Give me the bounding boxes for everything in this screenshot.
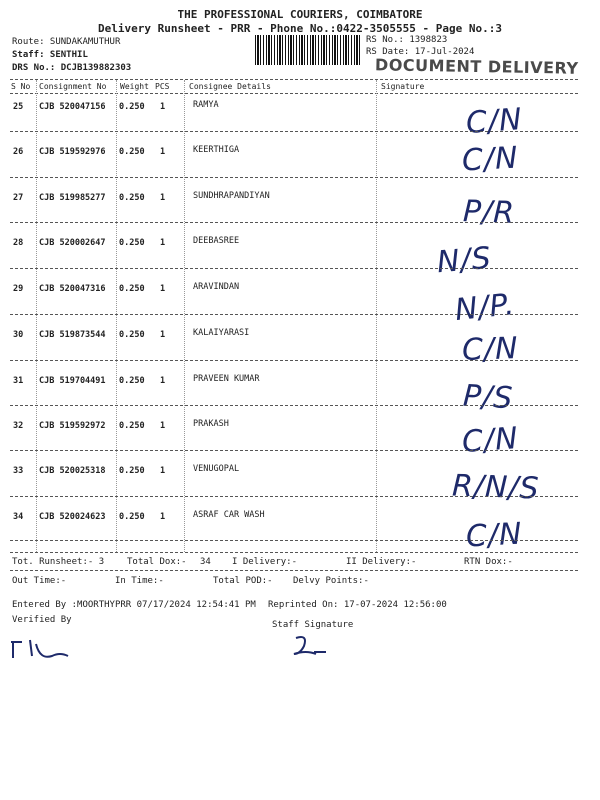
out-time: Out Time:- (12, 576, 67, 586)
row-consignee: RAMYA (193, 100, 219, 110)
row-pcs: 1 (160, 421, 166, 431)
total-dox-value: 34 (200, 557, 211, 567)
row-consignment-no: CJB 520002647 (39, 238, 106, 248)
verified-by: Verified By (12, 615, 72, 625)
row-sno: 29 (13, 284, 24, 294)
row-signature: C/N (461, 331, 520, 368)
row-consignee: PRAKASH (193, 419, 229, 429)
row-pcs: 1 (160, 238, 166, 248)
staff-signature-icon (286, 634, 336, 660)
row-consignment-no: CJB 520047316 (39, 284, 106, 294)
row-sno: 25 (13, 102, 24, 112)
rs-number: RS No.: 1398823 (366, 35, 448, 45)
row-weight: 0.250 (119, 238, 145, 248)
document-delivery-stamp: DOCUMENT DELIVERY (374, 55, 579, 78)
rs-date: RS Date: 17-Jul-2024 (366, 47, 475, 57)
row-sno: 31 (13, 376, 24, 386)
row-consignee: DEEBASREE (193, 236, 240, 246)
row-signature: C/N (460, 421, 520, 460)
rtn-dox: RTN Dox:- (464, 557, 513, 567)
staff-label: Staff: SENTHIL (12, 50, 88, 60)
col-signature-header: Signature (381, 82, 425, 91)
row-weight: 0.250 (119, 512, 145, 522)
row-weight: 0.250 (119, 466, 145, 476)
row-sno: 34 (13, 512, 24, 522)
row-weight: 0.250 (119, 284, 145, 294)
row-consignee: KEERTHIGA (193, 145, 240, 155)
verifier-signature-icon (10, 636, 70, 662)
row-pcs: 1 (160, 284, 166, 294)
row-pcs: 1 (160, 512, 166, 522)
row-consignee: PRAVEEN KUMAR (193, 374, 260, 384)
row-signature: P/R (462, 194, 516, 231)
row-signature: C/N (464, 102, 524, 141)
tot-runsheet: Tot. Runsheet:- 3 (12, 557, 105, 567)
row-consignment-no: CJB 519873544 (39, 330, 106, 340)
runsheet-subtitle: Delivery Runsheet - PRR - Phone No.:0422-3505555 - Page No.:3 (98, 22, 502, 35)
row-consignment-no: CJB 520025318 (39, 466, 106, 476)
row-signature: C/N (465, 516, 524, 555)
row-consignment-no: CJB 520047156 (39, 102, 106, 112)
row-pcs: 1 (160, 147, 166, 157)
row-sno: 28 (13, 238, 24, 248)
row-sno: 33 (13, 466, 24, 476)
row-consignee: ASRAF CAR WASH (193, 510, 265, 520)
col-weight-header: Weight (120, 82, 149, 91)
row-consignee: ARAVINDAN (193, 282, 240, 292)
row-weight: 0.250 (119, 376, 145, 386)
row-consignee: SUNDHRAPANDIYAN (193, 191, 270, 201)
row-signature: P/S (462, 378, 515, 417)
row-consignment-no: CJB 519592972 (39, 421, 106, 431)
staff-signature-label: Staff Signature (272, 620, 354, 630)
row-sno: 30 (13, 330, 24, 340)
row-pcs: 1 (160, 330, 166, 340)
delvy-points: Delvy Points:- (293, 576, 369, 586)
route-label: Route: SUNDAKAMUTHUR (12, 37, 121, 47)
row-weight: 0.250 (119, 193, 145, 203)
drs-number: DRS No.: DCJB139882303 (12, 63, 132, 73)
col-consignee-header: Consignee Details (189, 82, 271, 91)
row-pcs: 1 (160, 376, 166, 386)
row-pcs: 1 (160, 466, 166, 476)
total-pod: Total POD:- (213, 576, 273, 586)
row-consignment-no: CJB 519704491 (39, 376, 106, 386)
row-weight: 0.250 (119, 102, 145, 112)
row-signature: R/N/S (451, 468, 541, 507)
row-sno: 26 (13, 147, 24, 157)
row-weight: 0.250 (119, 330, 145, 340)
entered-by: Entered By :MOORTHYPRR 07/17/2024 12:54:41 PM (12, 600, 256, 610)
col-pcs-header: PCS (155, 82, 170, 91)
barcode-icon (255, 35, 360, 65)
row-consignment-no: CJB 520024623 (39, 512, 106, 522)
row-signature: N/P. (453, 286, 517, 329)
row-signature: C/N (461, 140, 520, 179)
company-title: THE PROFESSIONAL COURIERS, COIMBATORE (177, 8, 423, 21)
in-time: In Time:- (115, 576, 164, 586)
col-consignment-header: Consignment No (39, 82, 107, 91)
row-weight: 0.250 (119, 421, 145, 431)
reprinted-on: Reprinted On: 17-07-2024 12:56:00 (268, 600, 447, 610)
row-pcs: 1 (160, 193, 166, 203)
col-sno-header: S No (11, 82, 31, 91)
row-pcs: 1 (160, 102, 166, 112)
ii-delivery: II Delivery:- (346, 557, 417, 567)
row-consignment-no: CJB 519985277 (39, 193, 106, 203)
row-sno: 27 (13, 193, 24, 203)
i-delivery: I Delivery:- (232, 557, 298, 567)
row-consignment-no: CJB 519592976 (39, 147, 106, 157)
row-consignee: VENUGOPAL (193, 464, 240, 474)
row-weight: 0.250 (119, 147, 145, 157)
row-signature: N/S (435, 240, 494, 281)
total-dox-label: Total Dox:- (127, 557, 187, 567)
row-sno: 32 (13, 421, 24, 431)
row-consignee: KALAIYARASI (193, 328, 250, 338)
